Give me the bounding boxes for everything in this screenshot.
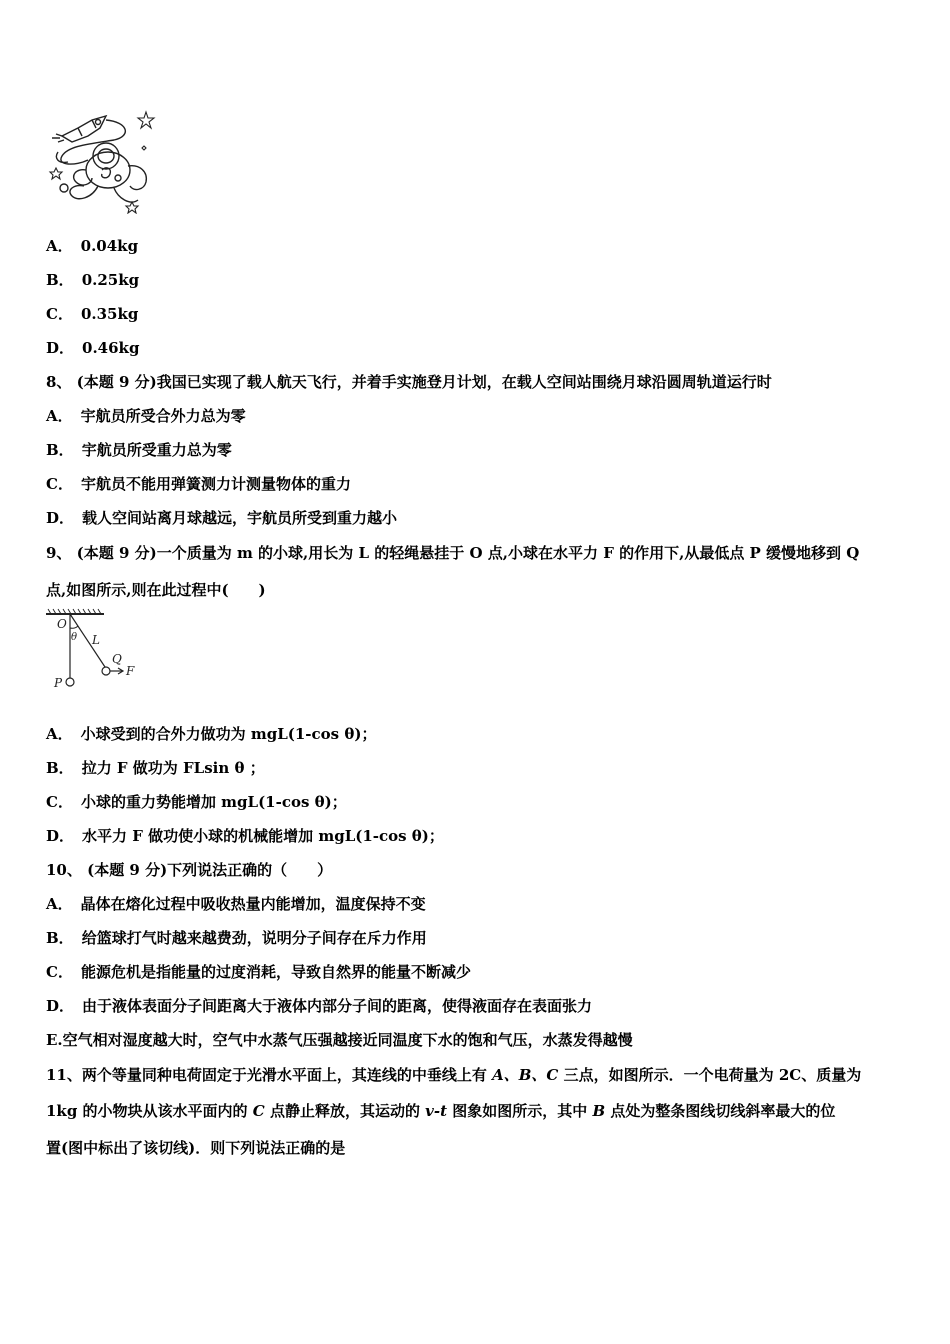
label-theta: θ <box>71 632 78 643</box>
q7-option-d-label: D． <box>46 339 75 357</box>
q10-option-d <box>46 996 592 1016</box>
q8-option-c-text: 宇航员不能用弹簧测力计测量物体的重力 <box>80 475 351 493</box>
q9-option-c <box>46 792 347 812</box>
q9-option-a <box>46 724 376 744</box>
q10-option-c <box>46 962 471 982</box>
label-l: L <box>92 633 100 647</box>
q11-line2-part-b: 点静止释放，其运动的 <box>264 1102 426 1120</box>
q11-vt: v-t <box>425 1102 448 1120</box>
q8-option-a <box>46 406 246 426</box>
q11-line1-part-b: 三点，如图所示．一个电荷量为 2C、质量为 <box>558 1066 862 1084</box>
q11-points-abc: A、B、C <box>492 1066 559 1084</box>
q7-option-c-label: C． <box>46 305 73 323</box>
q9-option-b <box>46 758 265 778</box>
astronaut-rocket-figure <box>48 106 160 214</box>
q8-option-d-text: 载人空间站离月球越远，宇航员所受到重力越小 <box>82 509 398 527</box>
q8-option-b <box>46 440 232 460</box>
q9-option-d-label: D． <box>46 827 75 845</box>
q10-option-e-label: E. <box>46 1031 63 1049</box>
q7-option-d <box>46 338 139 358</box>
q10-option-b-text: 给篮球打气时越来越费劲，说明分子间存在斥力作用 <box>81 929 427 947</box>
pendulum-figure <box>42 606 146 696</box>
q11-stem-line1 <box>46 1065 861 1085</box>
q9-option-b-label: B． <box>46 759 74 777</box>
q9-stem-line1: 9、 (本题 9 分)一个质量为 m 的小球,用长为 L 的轻绳悬挂于 O 点,小球在水平力 F 的作用下,从最低点 P 缓慢地移到 Q <box>46 544 860 562</box>
q8-option-a-text: 宇航员所受合外力总为零 <box>80 407 246 425</box>
q10-option-d-text: 由于液体表面分子间距离大于液体内部分子间的距离，使得液面存在表面张力 <box>82 997 593 1015</box>
q7-option-c-text: 0.35kg <box>80 305 139 323</box>
label-f: F <box>126 664 135 678</box>
q7-option-b-label: B． <box>46 271 74 289</box>
q8-option-b-text: 宇航员所受重力总为零 <box>81 441 232 459</box>
q8-stem: 8、 (本题 9 分)我国已实现了载人航天飞行，并着手实施登月计划，在载人空间站围绕月球沿圆周轨道运行时 <box>46 373 772 391</box>
q8-option-c <box>46 474 351 494</box>
angle-arc <box>70 626 78 628</box>
q11-line2-part-a: 1kg 的小物块从该水平面内的 <box>46 1102 253 1120</box>
q11-stem-line3: 置(图中标出了该切线)．则下列说法正确的是 <box>46 1139 346 1157</box>
q10-option-a-label: A． <box>46 895 73 913</box>
label-p: P <box>54 676 63 690</box>
q7-option-a <box>46 236 138 256</box>
ball-q <box>102 667 110 675</box>
q9-option-a-label: A． <box>46 725 73 743</box>
q11-line2-part-e: 点处为整条图线切线斜率最大的位 <box>605 1102 836 1120</box>
q9-option-c-text: 小球的重力势能增加 mgL(1-cos θ)； <box>80 793 347 811</box>
q10-option-c-label: C． <box>46 963 73 981</box>
q11-line1-part-a: 11、两个等量同种电荷固定于光滑水平面上，其连线的中垂线上有 <box>46 1066 493 1084</box>
label-o: O <box>57 617 67 631</box>
q8-option-a-label: A． <box>46 407 73 425</box>
q10-option-d-label: D． <box>46 997 75 1015</box>
q7-option-d-text: 0.46kg <box>82 339 140 357</box>
q8-option-b-label: B． <box>46 441 74 459</box>
q8-option-d-label: D． <box>46 509 75 527</box>
q10-option-e <box>46 1030 633 1050</box>
ball-p <box>66 678 74 686</box>
q11-point-c: C <box>252 1102 265 1120</box>
q7-option-c <box>46 304 138 324</box>
q9-stem-line2: 点,如图所示,则在此过程中( ) <box>46 581 266 599</box>
label-q: Q <box>112 652 122 666</box>
q10-option-a <box>46 894 426 914</box>
q9-option-b-text: 拉力 F 做功为 FLsin θ ； <box>81 759 265 777</box>
q9-option-c-label: C． <box>46 793 73 811</box>
q10-option-c-text: 能源危机是指能量的过度消耗，导致自然界的能量不断减少 <box>80 963 471 981</box>
q7-option-b <box>46 270 139 290</box>
q9-option-d-text: 水平力 F 做功使小球的机械能增加 mgL(1-cos θ)； <box>82 827 444 845</box>
q7-option-b-text: 0.25kg <box>81 271 140 289</box>
q9-option-d <box>46 826 444 846</box>
q11-point-b: B <box>592 1102 606 1120</box>
q10-stem: 10、 (本题 9 分)下列说法正确的（ ） <box>46 861 333 879</box>
q10-option-b-label: B． <box>46 929 74 947</box>
q8-option-d <box>46 508 397 528</box>
q8-option-c-label: C． <box>46 475 73 493</box>
q7-option-a-text: 0.04kg <box>80 237 139 255</box>
q11-line2-part-d: 图象如图所示，其中 <box>447 1102 593 1120</box>
q9-option-a-text: 小球受到的合外力做功为 mgL(1-cos θ)； <box>80 725 377 743</box>
q10-option-a-text: 晶体在熔化过程中吸收热量内能增加，温度保持不变 <box>80 895 426 913</box>
q10-option-b <box>46 928 427 948</box>
q11-stem-line2 <box>46 1101 835 1121</box>
q10-option-e-text: 空气相对湿度越大时，空气中水蒸气压强越接近同温度下水的饱和气压，水蒸发得越慢 <box>62 1031 633 1049</box>
q7-option-a-label: A． <box>46 237 73 255</box>
